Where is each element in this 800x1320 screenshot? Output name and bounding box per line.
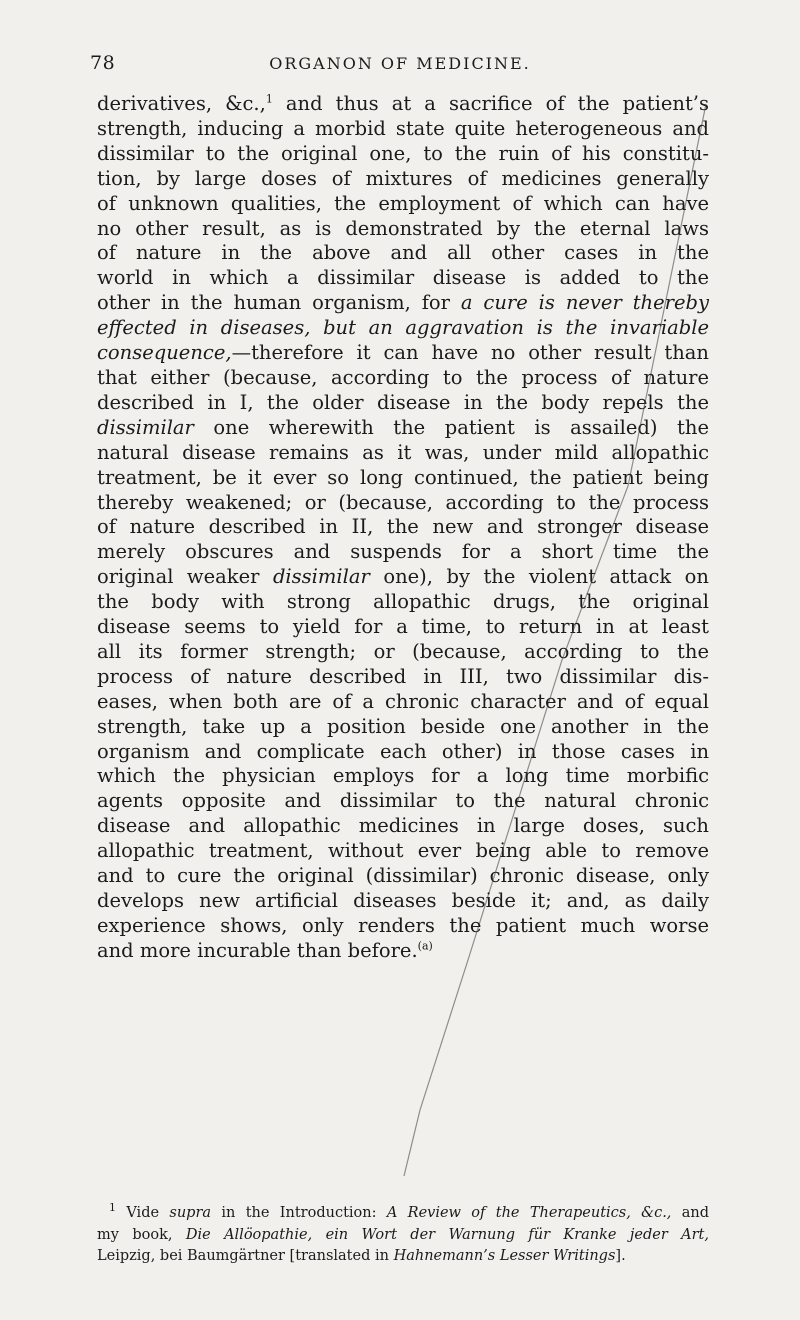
text-line [97, 590, 709, 615]
footnote-marker: 1 [109, 1203, 116, 1215]
text-run: original weaker [97, 565, 273, 589]
text-run: experience shows, only renders the patient much worse [97, 913, 709, 937]
text-run: agents opposite and dissimilar to the natural chronic [97, 789, 709, 813]
text-run: my book, [97, 1226, 186, 1243]
text-line [97, 441, 709, 466]
text-run: of nature described in II, the new and stronger disease [97, 515, 709, 539]
text-line [97, 565, 709, 590]
text-run: and thus at a sacrifice of the patient’s [272, 92, 709, 115]
text-run: thereby weakened; or (because, according to the process [97, 490, 709, 514]
text-run: natural disease remains as it was, under mild allopathic [97, 440, 709, 464]
text-run: no other result, as is demonstrated by the eternal laws [97, 216, 709, 240]
footnote-line [97, 1203, 709, 1225]
text-run: merely obscures and suspends for a short time the [97, 540, 709, 564]
text-run: allopathic treatment, without ever being able to remove [97, 839, 709, 863]
text-run: strength, take up a position beside one another in the [97, 714, 709, 738]
text-line [97, 690, 709, 715]
text-line [97, 889, 709, 914]
text-run: disease and allopathic medicines in large doses, such [97, 814, 709, 838]
text-line [97, 740, 709, 765]
italic-text: dissimilar [97, 415, 194, 439]
text-line [97, 341, 709, 366]
text-run: in the Introduction: [211, 1205, 387, 1221]
text-run: treatment, be it ever so long continued, the patient being [97, 465, 709, 489]
text-run: one), by the violent attack on [369, 565, 709, 589]
text-line [97, 665, 709, 690]
text-run: tion, by large doses of mixtures of medicines generally [97, 166, 709, 190]
text-line [97, 366, 709, 391]
italic-text: supra [169, 1205, 212, 1221]
text-run: and [671, 1205, 709, 1221]
text-run: that either (because, according to the process of nature [97, 365, 709, 389]
text-line [97, 789, 709, 814]
text-run: disease seems to yield for a time, to return in at least [97, 615, 709, 639]
italic-text: consequence, [97, 341, 232, 365]
text-line [97, 117, 709, 142]
text-run: strength, inducing a morbid state quite heterogeneous and [97, 116, 709, 140]
italic-text: effected in diseases, but an aggravation is the invariable [97, 316, 709, 340]
italic-text: Die Allöopathie, ein Wort der Warnung für Kranke jeder Art, [185, 1226, 709, 1243]
text-run: and to cure the original (dissimilar) chronic disease, only [97, 864, 709, 888]
text-line [97, 316, 709, 341]
footnote-marker: 1 [265, 92, 273, 106]
text-run: other in the human organism, for [97, 291, 461, 315]
text-line [97, 291, 709, 316]
text-line [97, 217, 709, 242]
text-line [97, 466, 709, 491]
italic-text: a cure is never thereby [460, 291, 709, 315]
text-run: of nature in the above and all other cases in the [97, 241, 709, 265]
text-line [97, 540, 709, 565]
text-run: ]. [615, 1248, 626, 1264]
text-line [97, 764, 709, 789]
text-line [97, 167, 709, 192]
text-line [97, 266, 709, 291]
text-line [97, 142, 709, 167]
footnote [97, 1203, 709, 1268]
text-run: —therefore it can have no other result than [231, 341, 709, 365]
text-run: world in which a dissimilar disease is added to the [97, 266, 709, 290]
text-run: and more incurable than before. [97, 938, 418, 962]
text-line [97, 615, 709, 640]
text-run: process of nature described in III, two dissimilar dis- [97, 664, 709, 688]
text-run: derivatives, &c., [97, 92, 266, 115]
text-line [97, 241, 709, 266]
text-run: all its former strength; or (because, according to the [97, 639, 709, 663]
footnote-line [97, 1246, 709, 1268]
text-run: which the physician employs for a long time morbific [97, 764, 709, 788]
text-run: Vide [116, 1205, 170, 1221]
text-line [97, 391, 709, 416]
text-run: organism and complicate each other) in those cases in [97, 739, 709, 763]
text-run: one wherewith the patient is assailed) the [193, 415, 709, 439]
footnote-marker: (a) [417, 939, 433, 953]
text-line [97, 939, 709, 964]
italic-text: A Review of the Therapeutics, &c., [386, 1205, 672, 1221]
text-run: of unknown qualities, the employment of which can have [97, 191, 709, 215]
text-line [97, 839, 709, 864]
text-line [97, 715, 709, 740]
text-line [97, 416, 709, 441]
text-run: eases, when both are of a chronic character and of equal [97, 689, 709, 713]
running-title: ORGANON OF MEDICINE. [269, 54, 531, 73]
footnote-line [97, 1225, 709, 1247]
text-line [97, 640, 709, 665]
text-run: dissimilar to the original one, to the ruin of his constitu- [97, 141, 709, 165]
text-line [97, 914, 709, 939]
text-line [97, 92, 709, 117]
text-line [97, 192, 709, 217]
text-run: the body with strong allopathic drugs, the original [97, 590, 709, 614]
italic-text: Hahnemann’s Lesser Writings [393, 1248, 616, 1264]
text-line [97, 864, 709, 889]
text-line [97, 491, 709, 516]
text-run: develops new artificial diseases beside it; and, as daily [97, 889, 709, 912]
text-line [97, 515, 709, 540]
text-run: Leipzig, bei Baumgärtner [translated in [97, 1248, 394, 1264]
text-line [97, 814, 709, 839]
text-run: described in I, the older disease in the body repels the [97, 390, 709, 414]
italic-text: dissimilar [272, 565, 370, 589]
body-text [97, 92, 709, 964]
page-number: 78 [90, 52, 116, 74]
